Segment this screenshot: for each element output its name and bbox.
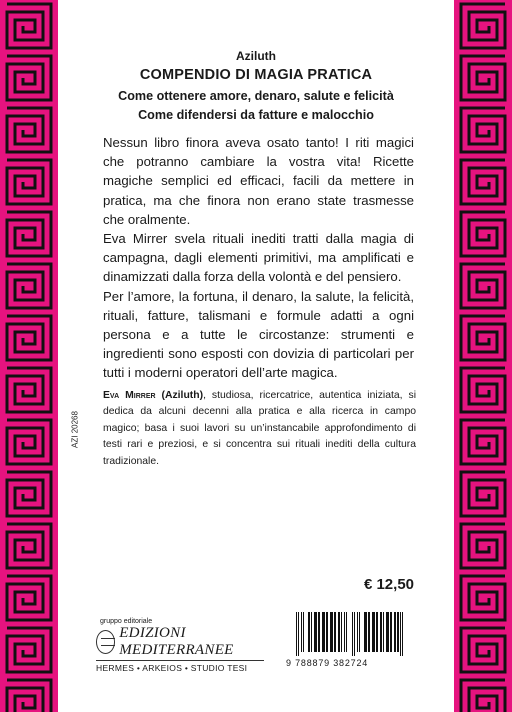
bio-text: , studiosa, ricercatrice, autentica iniziata, si dedica da alcuni decenni alla pratica e alla ricerca in campo magico; basa i suoi lavori su un’instancabile approfondimento di testi rari e preziosi, e si concentra sui rituali inediti della cultura tradizionale. bbox=[103, 390, 416, 467]
blurb-paragraph: Eva Mirrer svela rituali inediti tratti dalla magia di campagna, dagli elementi primitivi, ma amplificati e dinamizzati dalla forza della volontà e del pensiero. bbox=[103, 231, 414, 285]
publisher-imprints: HERMES • ARKEIOS • STUDIO TESI bbox=[96, 663, 248, 673]
right-decorative-border bbox=[454, 0, 512, 712]
barcode-bar bbox=[346, 612, 347, 652]
greek-key-pattern-left bbox=[0, 0, 58, 712]
left-decorative-border bbox=[0, 0, 58, 712]
barcode-bar bbox=[322, 612, 325, 652]
barcode-bar bbox=[330, 612, 333, 652]
barcode-bar bbox=[334, 612, 336, 652]
barcode-bar bbox=[314, 612, 317, 652]
barcode-bar bbox=[308, 612, 310, 652]
author-name: Aziluth bbox=[236, 49, 276, 63]
wave-logo-icon bbox=[96, 630, 115, 654]
barcode-bar bbox=[390, 612, 392, 652]
barcode-bar bbox=[394, 612, 396, 652]
barcode-bar bbox=[303, 612, 304, 652]
barcode-bar bbox=[301, 612, 302, 652]
bio-author-name: Eva Mirrer bbox=[103, 390, 156, 401]
catalog-code: AZI 20268 bbox=[70, 411, 80, 448]
barcode-bar bbox=[298, 612, 299, 656]
barcode-bar bbox=[397, 612, 399, 652]
barcode-bar bbox=[354, 612, 355, 656]
blurb bbox=[103, 133, 414, 383]
barcode-bar bbox=[341, 612, 342, 652]
barcode-bar bbox=[383, 612, 384, 652]
barcode-bar bbox=[344, 612, 345, 652]
author-bio bbox=[103, 388, 416, 470]
barcode-bar bbox=[400, 612, 401, 656]
publisher-brand-row bbox=[96, 625, 264, 661]
subtitle-line-2: Come difendersi da fatture e malocchio bbox=[138, 108, 374, 122]
price: € 12,50 bbox=[363, 576, 414, 593]
publisher-name: EDIZIONI MEDITERRANEE bbox=[119, 625, 234, 658]
blurb-paragraph: Nessun libro finora aveva osato tanto! I riti magici che potranno cambiare la vostra vita! Ricette magiche semplici ed efficaci, facili da mettere in pratica, ma che finora non erano state trasmesse che oralmente. bbox=[103, 135, 414, 227]
barcode-bar bbox=[357, 612, 358, 652]
publisher-logo bbox=[96, 618, 264, 673]
back-cover bbox=[58, 0, 454, 712]
barcode-bar bbox=[386, 612, 389, 652]
greek-key-pattern-right bbox=[454, 0, 512, 712]
barcode-bar bbox=[296, 612, 297, 656]
barcode-bar bbox=[380, 612, 382, 652]
book-title: COMPENDIO DI MAGIA PRATICA bbox=[139, 67, 373, 83]
barcode-bar bbox=[338, 612, 340, 652]
barcode-bar bbox=[368, 612, 370, 652]
barcode-bar bbox=[364, 612, 367, 652]
barcode-bar bbox=[376, 612, 378, 652]
barcode-bar bbox=[318, 612, 320, 652]
barcode bbox=[294, 612, 427, 656]
publisher-tag: gruppo editoriale bbox=[100, 618, 153, 625]
subtitle-line-1: Come ottenere amore, denaro, salute e felicità bbox=[118, 89, 394, 103]
barcode-bar bbox=[326, 612, 328, 652]
barcode-bar bbox=[372, 612, 375, 652]
isbn-number: 9 788879 382724 bbox=[286, 658, 369, 668]
bio-author-alias: (Aziluth) bbox=[155, 390, 204, 401]
barcode-bar bbox=[402, 612, 403, 656]
blurb-paragraph: Per l’amore, la fortuna, il denaro, la salute, la felicità, rituali, fatture, talismani e formule adatti a ogni persona e a tutte le circostanze: strumenti e ingredienti sono esposti con dovizia di particolari per tutti i moderni operatori dell’arte magica. bbox=[103, 288, 414, 381]
barcode-bar bbox=[352, 612, 353, 656]
barcode-bar bbox=[311, 612, 312, 652]
barcode-bar bbox=[359, 612, 360, 652]
